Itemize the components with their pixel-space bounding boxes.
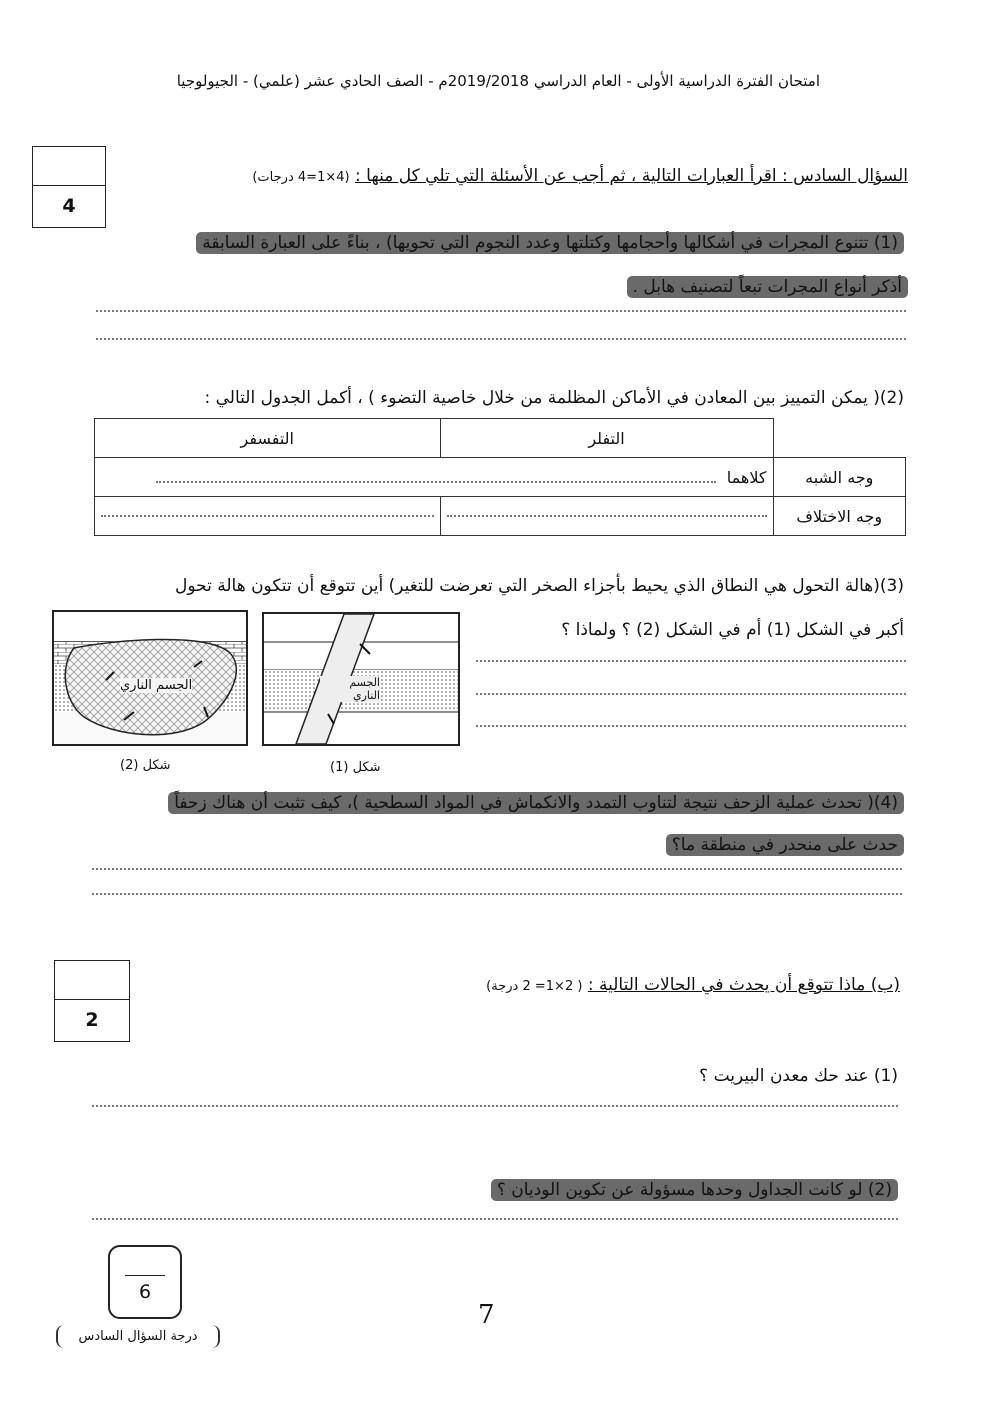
figure-2-label: الجسم الناري: [120, 678, 193, 693]
score-box-a: [32, 146, 106, 228]
answer-line[interactable]: [92, 893, 902, 895]
b-item2-text: (2) لو كانت الجداول وحدها مسؤولة عن تكوين الوديان ؟: [491, 1179, 898, 1201]
table-row-label-difference: وجه الاختلاف: [773, 497, 906, 536]
section-b-marks: ( 2×1= 2 درجة): [486, 979, 583, 994]
q4-line1-text: (4)( تحدث عملية الزحف نتيجة لتناوب التمدد والانكماش في المواد السطحية )، كيف تثبت أن هناك زحفاً: [168, 792, 904, 814]
answer-line[interactable]: [476, 693, 906, 695]
table-cell-similarity[interactable]: [95, 458, 774, 497]
figure-1: [262, 612, 460, 746]
figure-2-caption: شكل (2): [120, 758, 171, 773]
answer-line[interactable]: [92, 1105, 898, 1107]
q3-line1: (3)(هالة التحول هي النطاق الذي يحيط بأجزاء الصخر التي تعرضت للتغير) أين تتوقع أن تتكون هالة تحول: [174, 576, 904, 596]
answer-line[interactable]: [96, 338, 906, 340]
table-cell-difference-2[interactable]: [95, 497, 441, 536]
table-header-col1: التفلر: [440, 419, 773, 458]
section-b-title: [486, 975, 900, 995]
q1-line2: [627, 277, 908, 297]
q1-line1: [196, 233, 904, 253]
q4-line1: [168, 793, 904, 813]
q4-line2: [666, 835, 904, 855]
q1-line1-text: (1) تتنوع المجرات في أشكالها وأحجامها وكتلتها وعدد النجوم التي تحويها) ، بناءً على العبارة السابقة: [196, 232, 904, 254]
total-score-value: 6: [138, 1281, 152, 1303]
figure-1-caption: شكل (1): [330, 760, 381, 775]
table-cell-difference-1[interactable]: [440, 497, 773, 536]
section-a-title: [252, 166, 908, 186]
q2-text: (2)( يمكن التمييز بين المعادن في الأماكن المظلمة من خلال خاصية التضوء ) ، أكمل الجدول التالي :: [204, 388, 904, 408]
b-item1: (1) عند حك معدن البيريت ؟: [699, 1066, 898, 1086]
section-a-title-text: السؤال السادس : اقرأ العبارات التالية ، ثم أجب عن الأسئلة التي تلي كل منها :: [355, 166, 908, 186]
total-score-box: [108, 1245, 182, 1319]
table-cell-similarity-value: كلاهما: [726, 467, 767, 487]
answer-line[interactable]: [92, 868, 902, 870]
exam-header: امتحان الفترة الدراسية الأولى - العام الدراسي 2019/2018م - الصف الحادي عشر (علمي) - الجيولوجيا: [176, 72, 820, 90]
q4-line2-text: حدث على منحدر في منطقة ما؟: [666, 834, 904, 856]
score-value-b: 2: [85, 1009, 99, 1031]
figure-1-label: الجسم الناري: [320, 676, 380, 702]
comparison-table: [94, 418, 906, 536]
answer-line[interactable]: [476, 725, 906, 727]
table-header-col2: التفسفر: [95, 419, 441, 458]
figure-2: [52, 610, 248, 746]
score-box-b: [54, 960, 130, 1042]
answer-line[interactable]: [476, 660, 906, 662]
score-value-a: 4: [62, 195, 76, 217]
total-score-label: درجة السؤال السادس: [56, 1325, 220, 1348]
q1-line2-text: أذكر أنواع المجرات تبعاً لتصنيف هابل .: [627, 276, 908, 298]
section-b-title-text: (ب) ماذا تتوقع أن يحدث في الحالات التالية :: [587, 975, 900, 995]
answer-line[interactable]: [92, 1218, 898, 1220]
answer-line[interactable]: [96, 310, 906, 312]
b-item2: [491, 1180, 898, 1200]
table-row-label-similarity: وجه الشبه: [773, 458, 906, 497]
q3-line2: أكبر في الشكل (1) أم في الشكل (2) ؟ ولماذا ؟: [561, 620, 904, 640]
section-a-marks: (4×1=4 درجات): [252, 170, 350, 185]
page-number: 7: [478, 1300, 495, 1330]
